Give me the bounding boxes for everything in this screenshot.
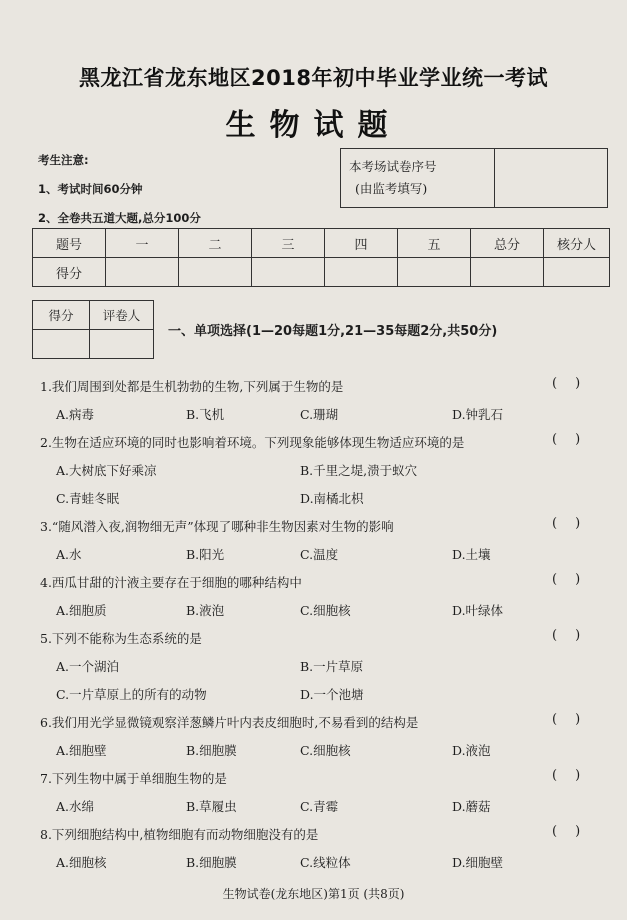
option-3d[interactable]: D.土壤 <box>452 547 491 562</box>
answer-blank-8[interactable]: () <box>552 824 599 839</box>
option-4c[interactable]: C.细胞核 <box>300 603 351 618</box>
option-3a[interactable]: A.水 <box>56 547 82 562</box>
score-header-row <box>33 229 610 258</box>
grader-box <box>32 300 154 359</box>
score-header-cell: 四 <box>325 229 398 258</box>
option-5d[interactable]: D.一个池塘 <box>300 687 364 702</box>
score-header-cell: 一 <box>106 229 179 258</box>
option-2b[interactable]: B.千里之堤,溃于蚁穴 <box>300 463 418 478</box>
score-cell[interactable] <box>179 258 252 287</box>
grader-score-label: 得分 <box>33 301 90 330</box>
score-cell[interactable] <box>252 258 325 287</box>
option-1c[interactable]: C.珊瑚 <box>300 407 339 422</box>
option-7d[interactable]: D.蘑菇 <box>452 799 491 814</box>
answer-blank-3[interactable]: () <box>552 516 599 531</box>
option-4d[interactable]: D.叶绿体 <box>452 603 504 618</box>
grader-name-cell[interactable] <box>90 330 154 359</box>
option-5b[interactable]: B.一片草原 <box>300 659 364 674</box>
option-7a[interactable]: A.水绵 <box>56 799 95 814</box>
exam-title: 黑龙江省龙东地区2018年初中毕业学业统一考试 <box>79 66 548 90</box>
question-5: 5.下列不能称为生态系统的是 <box>40 631 202 646</box>
question-4: 4.西瓜甘甜的汁液主要存在于细胞的哪种结构中 <box>40 575 302 590</box>
page-footer: 生物试卷(龙东地区)第1页 (共8页) <box>222 887 405 901</box>
score-header-cell: 题号 <box>33 229 106 258</box>
subject-title: 生物试题 <box>225 108 402 143</box>
answer-blank-6[interactable]: () <box>552 712 599 727</box>
option-2d[interactable]: D.南橘北枳 <box>300 491 364 506</box>
option-4a[interactable]: A.细胞质 <box>56 603 107 618</box>
option-6d[interactable]: D.液泡 <box>452 743 491 758</box>
option-7c[interactable]: C.青霉 <box>300 799 339 814</box>
score-row <box>33 258 610 287</box>
option-6a[interactable]: A.细胞壁 <box>56 743 107 758</box>
question-1: 1.我们周围到处都是生机勃勃的生物,下列属于生物的是 <box>40 379 344 394</box>
question-6: 6.我们用光学显微镜观察洋葱鳞片叶内表皮细胞时,不易看到的结构是 <box>40 715 419 730</box>
score-cell[interactable] <box>398 258 471 287</box>
answer-blank-4[interactable]: () <box>552 572 599 587</box>
score-row-label: 得分 <box>33 258 106 287</box>
question-7: 7.下列生物中属于单细胞生物的是 <box>40 771 227 786</box>
serial-input-cell[interactable] <box>495 149 608 208</box>
score-header-cell: 三 <box>252 229 325 258</box>
score-header-cell: 五 <box>398 229 471 258</box>
serial-label-cell <box>341 149 495 208</box>
option-3c[interactable]: C.温度 <box>300 547 339 562</box>
serial-note: (由监考填写) <box>355 181 428 196</box>
grader-name-label: 评卷人 <box>90 301 154 330</box>
option-2c[interactable]: C.青蛙冬眠 <box>56 491 120 506</box>
score-cell[interactable] <box>471 258 544 287</box>
option-1d[interactable]: D.钟乳石 <box>452 407 504 422</box>
section-title: 一、单项选择(1—20每题1分,21—35每题2分,共50分) <box>168 324 498 339</box>
question-3: 3.“随风潜入夜,润物细无声”体现了哪种非生物因素对生物的影响 <box>40 519 394 534</box>
option-5c[interactable]: C.一片草原上的所有的动物 <box>56 687 207 702</box>
option-6b[interactable]: B.细胞膜 <box>186 743 237 758</box>
score-cell[interactable] <box>544 258 610 287</box>
option-5a[interactable]: A.一个湖泊 <box>56 659 120 674</box>
option-2a[interactable]: A.大树底下好乘凉 <box>56 463 157 478</box>
score-header-cell: 二 <box>179 229 252 258</box>
serial-label: 本考场试卷序号 <box>349 159 437 174</box>
score-cell[interactable] <box>106 258 179 287</box>
option-4b[interactable]: B.液泡 <box>186 603 225 618</box>
option-7b[interactable]: B.草履虫 <box>186 799 237 814</box>
question-2: 2.生物在适应环境的同时也影响着环境。下列现象能够体现生物适应环境的是 <box>40 435 465 450</box>
answer-blank-7[interactable]: () <box>552 768 599 783</box>
score-cell[interactable] <box>325 258 398 287</box>
serial-box <box>340 148 608 208</box>
option-8a[interactable]: A.细胞核 <box>56 855 107 870</box>
grader-score-cell[interactable] <box>33 330 90 359</box>
note-total: 2、全卷共五道大题,总分100分 <box>38 211 201 225</box>
option-8b[interactable]: B.细胞膜 <box>186 855 237 870</box>
notes-heading: 考生注意: <box>38 153 89 167</box>
option-6c[interactable]: C.细胞核 <box>300 743 351 758</box>
score-table <box>32 228 610 287</box>
option-8d[interactable]: D.细胞壁 <box>452 855 504 870</box>
question-8: 8.下列细胞结构中,植物细胞有而动物细胞没有的是 <box>40 827 319 842</box>
option-3b[interactable]: B.阳光 <box>186 547 225 562</box>
score-header-cell: 核分人 <box>544 229 610 258</box>
answer-blank-2[interactable]: () <box>552 432 599 447</box>
note-time: 1、考试时间60分钟 <box>38 182 143 196</box>
option-1b[interactable]: B.飞机 <box>186 407 225 422</box>
option-8c[interactable]: C.线粒体 <box>300 855 351 870</box>
option-1a[interactable]: A.病毒 <box>56 407 95 422</box>
answer-blank-1[interactable]: () <box>552 376 599 391</box>
answer-blank-5[interactable]: () <box>552 628 599 643</box>
score-header-cell: 总分 <box>471 229 544 258</box>
